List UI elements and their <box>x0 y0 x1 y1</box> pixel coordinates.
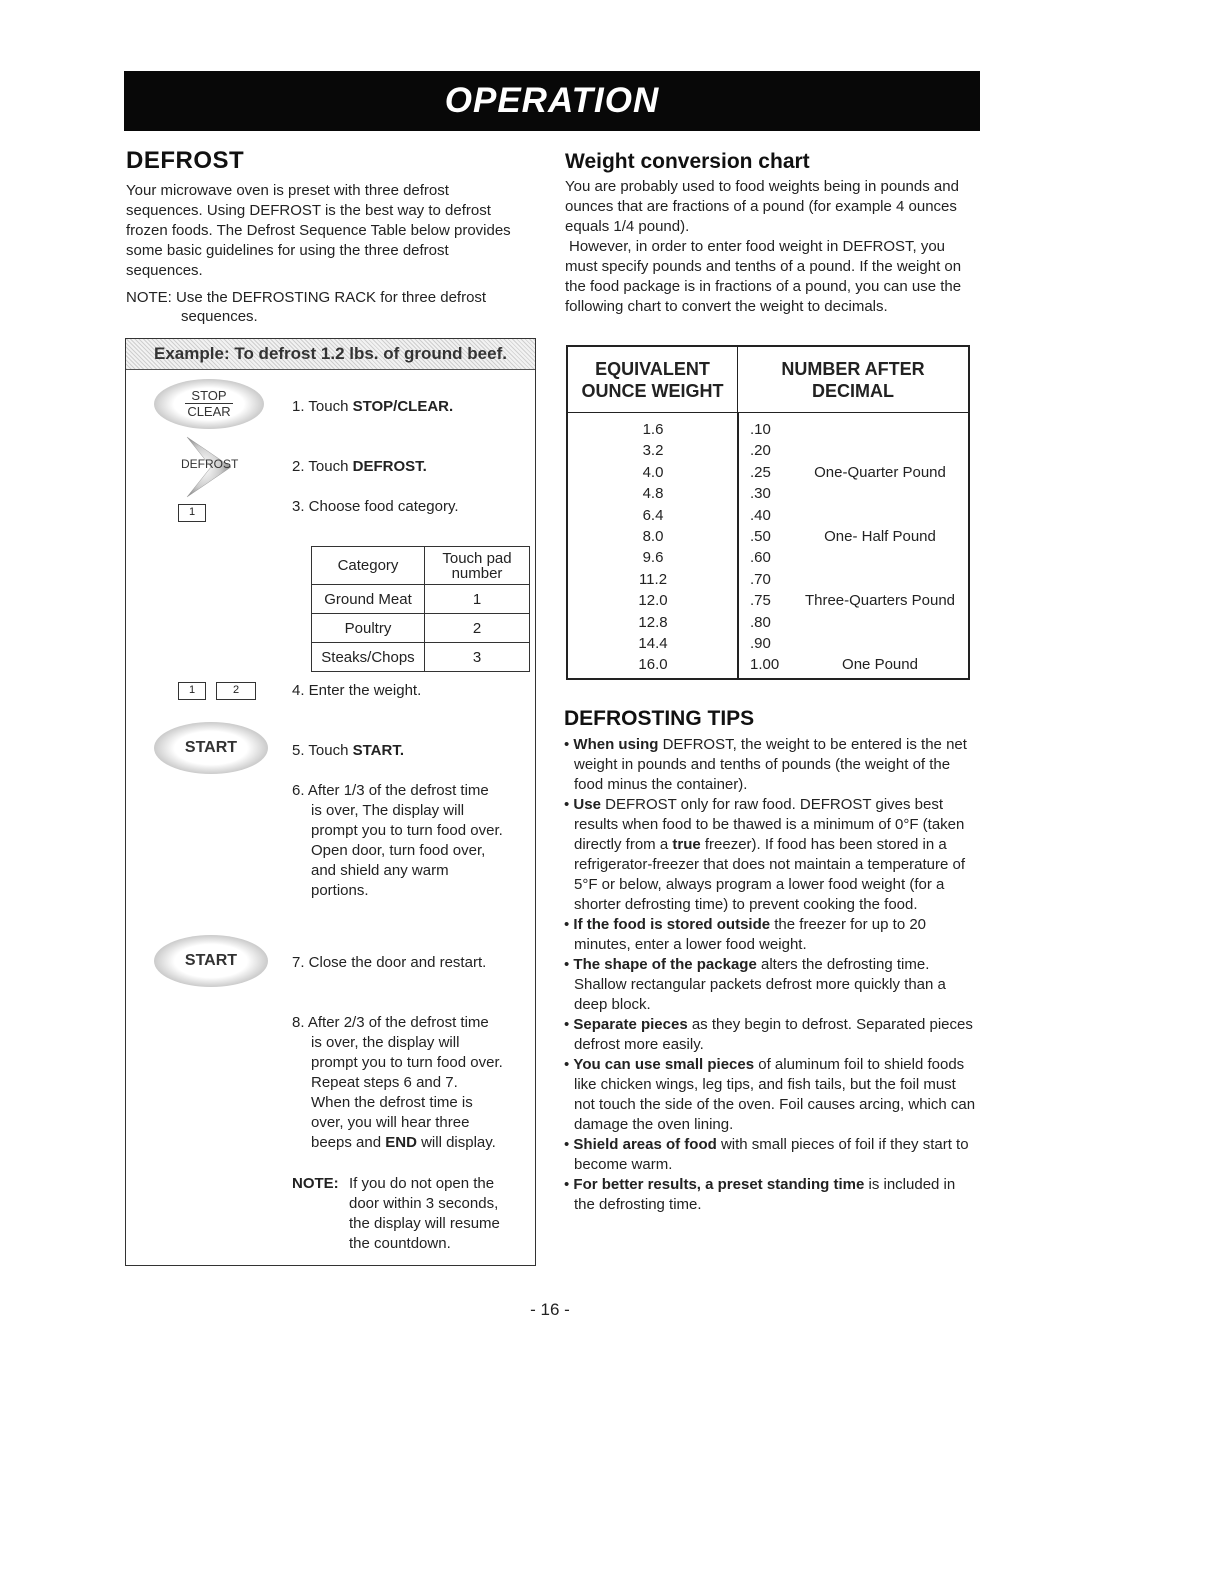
defrost-note <box>126 288 536 326</box>
decimal-value: .50 <box>750 528 771 545</box>
weight-row <box>568 654 968 675</box>
decimal-header: NUMBER AFTER DECIMAL <box>738 347 968 413</box>
weight-chart-title: Weight conversion chart <box>565 150 810 173</box>
ounce-value: 4.0 <box>642 463 664 481</box>
defrost-key-label: DEFROST <box>181 457 239 471</box>
defrost-key <box>181 435 251 499</box>
ounce-value: 3.2 <box>642 442 664 460</box>
start-key-2 <box>154 935 268 987</box>
ounce-value: 12.8 <box>638 613 668 631</box>
category-header: Category <box>312 547 425 585</box>
banner-title: OPERATION <box>444 81 660 120</box>
touch-pad-cell: 2 <box>425 614 530 643</box>
weight-chart-text: You are probably used to food weights being in pounds and ounces that are fractions of a pound (for example 4 ounces equals 1/4 pound). However, in order to enter food weight in DEFROST, you must specify pounds and tenths of a pound. If the weight on the food package is in fractions of a pound, you can use the following chart to convert the weight to decimals. <box>565 178 962 315</box>
pound-label: One-Quarter Pound <box>814 463 946 481</box>
step-6: 6. After 1/3 of the defrost time is over, The display will prompt you to turn food over. Open door, turn food over, and shield any warm portions. <box>292 782 503 899</box>
ounce-value: 8.0 <box>642 528 664 545</box>
tip-item: • Shield areas of food with small pieces of foil if they start to become warm. <box>564 1136 969 1173</box>
defrost-note-line2: sequences. <box>181 308 258 325</box>
tip-item: • If the food is stored outside the freezer for up to 20 minutes, enter a lower food weight. <box>564 916 927 953</box>
decimal-value: .20 <box>750 442 771 460</box>
decimal-value: .60 <box>750 549 771 567</box>
tip-item: • For better results, a preset standing time is included in the defrosting time. <box>564 1176 956 1213</box>
pound-label: Three-Quarters Pound <box>804 592 956 610</box>
step-4: 4. Enter the weight. <box>292 682 422 699</box>
weight-row <box>568 633 968 654</box>
decimal-value: .10 <box>750 421 771 438</box>
touch-pad-header: Touch pad number <box>425 547 530 585</box>
tip-item: • When using DEFROST, the weight to be entered is the net weight in pounds and tenths of pounds (the weight of the food minus the container). <box>564 736 967 793</box>
tip-item: • You can use small pieces of aluminum foil to shield foods like chicken wings, leg tips, and fish tails, but the foil must not touch the side of the oven. Foil causes arcing, which can damage the oven lining. <box>564 1056 976 1133</box>
decimal-value: 1.00 <box>750 656 780 674</box>
weight-row <box>568 419 968 440</box>
ounce-value: 9.6 <box>642 549 664 567</box>
number-pad-2: 2 <box>216 682 256 700</box>
decimal-value: .70 <box>750 570 771 588</box>
step-5: 5. Touch START. <box>292 742 404 759</box>
touch-pad-cell: 1 <box>425 585 530 614</box>
decimal-value: .75 <box>750 592 771 610</box>
decimal-value: .40 <box>750 506 771 524</box>
touch-pad-cell: 3 <box>425 643 530 672</box>
category-cell: Steaks/Chops <box>312 643 425 672</box>
defrost-title: DEFROST <box>126 147 245 174</box>
weight-row <box>568 547 968 568</box>
weight-row <box>568 526 968 547</box>
ounce-value: 11.2 <box>638 570 668 588</box>
pound-label: One Pound <box>842 656 918 674</box>
ounce-value: 4.8 <box>642 485 664 503</box>
number-pad-1: 1 <box>178 504 206 522</box>
step-3: 3. Choose food category. <box>292 498 459 515</box>
weight-row <box>568 569 968 590</box>
decimal-value: .90 <box>750 635 771 652</box>
defrost-note-line1: NOTE: Use the DEFROSTING RACK for three defrost <box>126 289 487 306</box>
page-number: - 16 - <box>530 1300 570 1319</box>
example-note-label: NOTE: <box>292 1175 339 1192</box>
weight-row <box>568 483 968 504</box>
stop-key-label: STOP <box>185 389 232 404</box>
category-cell: Poultry <box>312 614 425 643</box>
weight-conversion-table <box>566 345 970 680</box>
clear-key-label: CLEAR <box>187 404 231 419</box>
example-note: NOTE: If you do not open the door within 3 seconds, the display will resume the countdown. <box>292 1175 500 1252</box>
decimal-value: .30 <box>750 485 771 503</box>
category-cell: Ground Meat <box>312 585 425 614</box>
weight-row <box>568 590 968 611</box>
step-2: 2. Touch DEFROST. <box>292 458 427 475</box>
weight-row <box>568 440 968 461</box>
start-key <box>154 722 268 774</box>
tip-item: • Use DEFROST only for raw food. DEFROST gives best results when food to be thawed is a minimum of 0°F (taken directly from a true freezer). If food has been stored in a refrigerator-freezer that does not maintain a temperature of 5°F or below, always program a lower food weight (for a shorter defrosting time) to prevent cooking the food. <box>564 796 966 913</box>
example-header: Example: To defrost 1.2 lbs. of ground beef. <box>126 339 535 370</box>
ounce-value: 6.4 <box>642 506 664 524</box>
category-table <box>311 546 530 672</box>
tip-item: • The shape of the package alters the defrosting time. Shallow rectangular packets defrost more quickly than a deep block. <box>564 956 946 1013</box>
decimal-value: .80 <box>750 613 771 631</box>
step-7: 7. Close the door and restart. <box>292 954 487 971</box>
ounce-value: 12.0 <box>638 592 668 610</box>
step-8: 8. After 2/3 of the defrost time is over, the display will prompt you to turn food over. Repeat steps 6 and 7. When the defrost time is over, you will hear three beeps and END will display. <box>292 1014 503 1151</box>
stop-clear-key <box>154 379 264 429</box>
number-pad-1b: 1 <box>178 682 206 700</box>
ounce-value: 16.0 <box>638 656 668 674</box>
weight-row <box>568 612 968 633</box>
tip-item: • Separate pieces as they begin to defrost. Separated pieces defrost more easily. <box>564 1016 973 1053</box>
ounce-value: 14.4 <box>638 635 668 652</box>
defrosting-tips-list <box>564 735 979 1215</box>
operation-banner <box>124 71 980 131</box>
start-key-label: START <box>184 739 238 756</box>
weight-row <box>568 462 968 483</box>
example-box <box>125 338 536 1266</box>
start-key-label: START <box>184 952 238 969</box>
defrost-intro: Your microwave oven is preset with three defrost sequences. Using DEFROST is the best way to defrost frozen foods. The Defrost Sequence Table below provides some basic guidelines for using the three defrost sequences. <box>126 182 511 279</box>
ounce-value: 1.6 <box>642 421 664 438</box>
step-1: 1. Touch STOP/CLEAR. <box>292 398 454 415</box>
defrosting-tips-title: DEFROSTING TIPS <box>564 707 755 730</box>
ounce-weight-header: EQUIVALENT OUNCE WEIGHT <box>568 347 738 413</box>
decimal-value: .25 <box>750 463 771 481</box>
pound-label: One- Half Pound <box>824 528 936 545</box>
weight-row <box>568 505 968 526</box>
